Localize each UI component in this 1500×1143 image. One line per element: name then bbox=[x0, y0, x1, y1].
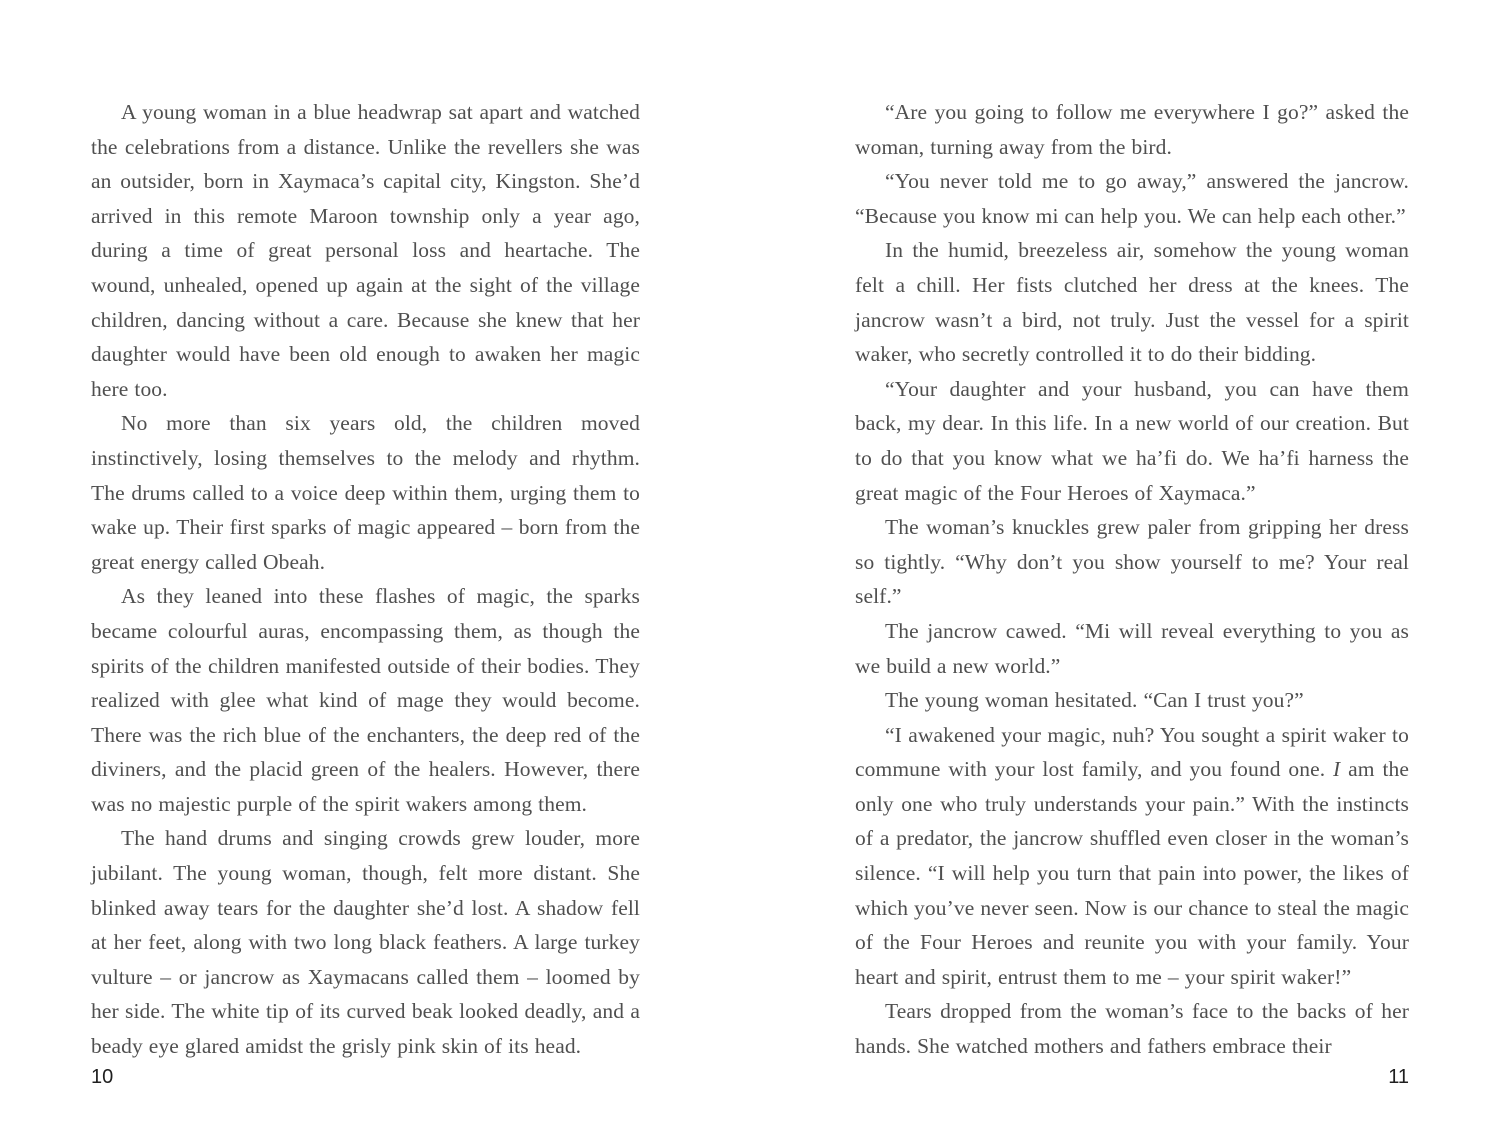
body-paragraph: “You never told me to go away,” answered the jancrow. “Because you know mi can help you. We can help each other.” bbox=[855, 169, 1409, 228]
body-paragraph: The jancrow cawed. “Mi will reveal everything to you as we build a new world.” bbox=[855, 618, 1409, 678]
italic-text-run: I bbox=[1333, 757, 1341, 782]
body-paragraph bbox=[855, 718, 1409, 995]
page-number-right: 11 bbox=[1388, 1066, 1409, 1088]
right-page-text-block bbox=[855, 95, 1409, 1064]
body-paragraph: In the humid, breezeless air, somehow the young woman felt a chill. Her fists clutched her dress at the knees. The jancrow wasn’t a bird, not truly. Just the vessel for a spirit waker, who secretly controlled it to do their bidding. bbox=[855, 238, 1409, 367]
paragraph-text-run: “I awakened your magic, nuh? You sought a spirit waker to commune with your lost family, and you found one. bbox=[855, 722, 1409, 782]
paragraph-text-run: am the only one who truly understands your pain.” With the instincts of a predator, the jancrow shuffled even closer in the woman’s silence. “I will help you turn that pain into power, the likes of which you’ve never seen. Now is our chance to steal the magic of the Four Heroes and reunite you with your family. Your heart and spirit, entrust them to me – your spirit waker!” bbox=[855, 757, 1410, 989]
body-paragraph: “Are you going to follow me everywhere I go?” asked the woman, turning away from the bird. bbox=[855, 100, 1409, 159]
body-paragraph: The woman’s knuckles grew paler from gripping her dress so tightly. “Why don’t you show yourself to me? Your real self.” bbox=[855, 515, 1409, 609]
body-paragraph: As they leaned into these flashes of magic, the sparks became colourful auras, encompassing them, as though the spirits of the children manifested outside of their bodies. They realized with glee what kind of mage they would become. There was the rich blue of the enchanters, the deep red of the diviners, and the placid green of the healers. However, there was no majestic purple of the spirit wakers among them. bbox=[91, 584, 640, 816]
body-paragraph: No more than six years old, the children moved instinctively, losing themselves to the melody and rhythm. The drums called to a voice deep within them, urging them to wake up. Their first sparks of magic appeared – born from the great energy called Obeah. bbox=[91, 411, 640, 574]
body-paragraph: The young woman hesitated. “Can I trust you?” bbox=[885, 688, 1304, 713]
body-paragraph: “Your daughter and your husband, you can have them back, my dear. In this life. In a new world of our creation. But to do that you know what we ha’fi do. We ha’fi harness the great magic of the Four Heroes of Xaymaca.” bbox=[855, 376, 1409, 505]
page-number-left: 10 bbox=[91, 1066, 114, 1088]
body-paragraph: The hand drums and singing crowds grew louder, more jubilant. The young woman, though, felt more distant. She blinked away tears for the daughter she’d lost. A shadow fell at her feet, along with two long black feathers. A large turkey vulture – or jancrow as Xaymacans called them – loomed by her side. The white tip of its curved beak looked deadly, and a beady eye glared amidst the grisly pink skin of its head. bbox=[91, 826, 640, 1059]
body-paragraph: Tears dropped from the woman’s face to the backs of her hands. She watched mothers and fathers embrace their bbox=[855, 999, 1409, 1059]
left-page-text-block bbox=[91, 95, 640, 1064]
body-paragraph: A young woman in a blue headwrap sat apart and watched the celebrations from a distance. Unlike the revellers she was an outsider, born in Xaymaca’s capital city, Kingston. She’d arrived in this remote Maroon township only a year ago, during a time of great personal loss and heartache. The wound, unhealed, opened up again at the sight of the village children, dancing without a care. Because she knew that her daughter would have been old enough to awaken her magic here too. bbox=[91, 100, 640, 401]
